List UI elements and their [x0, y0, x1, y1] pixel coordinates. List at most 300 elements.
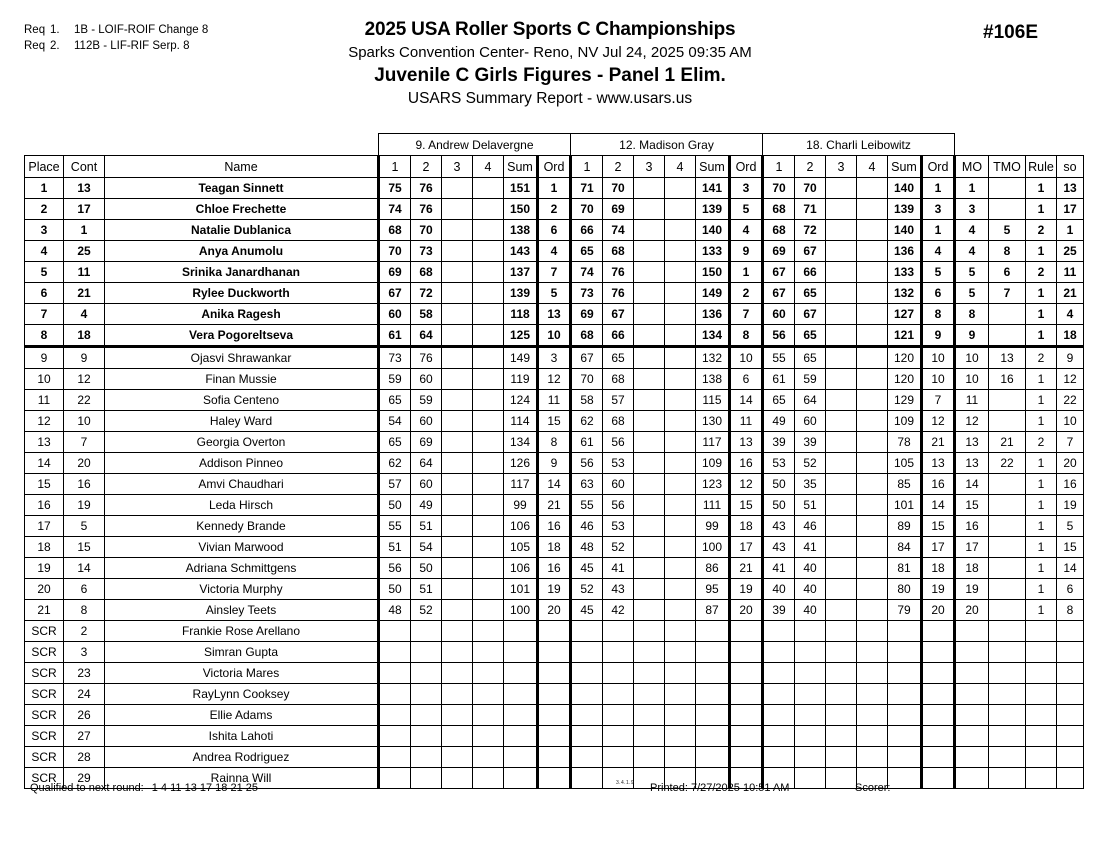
cell-j3-f3	[826, 304, 857, 325]
table-row[interactable]	[25, 579, 1084, 600]
cell-j1-f1	[379, 705, 411, 726]
cell-j2-f2: 67	[603, 304, 634, 325]
cell-j3-sum: 80	[888, 579, 922, 600]
cell-j1-f4	[473, 369, 504, 390]
cell-cont: 3	[64, 642, 105, 663]
cell-j1-sum: 151	[504, 178, 538, 199]
cell-j3-f2: 66	[795, 262, 826, 283]
cell-j3-f3	[826, 453, 857, 474]
cell-j3-f4	[857, 537, 888, 558]
cell-j1-f3	[442, 495, 473, 516]
cell-so: 6	[1057, 579, 1084, 600]
judge-row-spacer-cont	[64, 134, 105, 156]
cell-j2-sum: 117	[696, 432, 730, 453]
table-row[interactable]	[25, 390, 1084, 411]
cell-j3-f2: 64	[795, 390, 826, 411]
table-row[interactable]	[25, 262, 1084, 283]
cell-j2-f3	[634, 516, 665, 537]
cell-mo: 11	[955, 390, 989, 411]
cell-j3-f1: 69	[763, 241, 795, 262]
cell-j1-f2: 69	[411, 432, 442, 453]
cell-name: Georgia Overton	[105, 432, 379, 453]
cell-j1-f4	[473, 199, 504, 220]
table-row[interactable]	[25, 474, 1084, 495]
cell-j3-ord: 6	[922, 283, 955, 304]
cell-tmo	[989, 199, 1026, 220]
results-table	[24, 133, 1084, 789]
cell-rule: 1	[1026, 495, 1057, 516]
col-header-j1-sum: Sum	[504, 156, 538, 178]
col-header-j1-f3: 3	[442, 156, 473, 178]
cell-name: RayLynn Cooksey	[105, 684, 379, 705]
cell-so: 10	[1057, 411, 1084, 432]
cell-so	[1057, 621, 1084, 642]
table-row[interactable]	[25, 199, 1084, 220]
cell-j2-f2: 70	[603, 178, 634, 199]
cell-so: 4	[1057, 304, 1084, 325]
cell-tmo: 22	[989, 453, 1026, 474]
cell-cont: 24	[64, 684, 105, 705]
cell-j2-sum: 123	[696, 474, 730, 495]
cell-j3-f3	[826, 432, 857, 453]
cell-j1-f2: 76	[411, 178, 442, 199]
cell-j3-f2: 59	[795, 369, 826, 390]
cell-j1-ord	[538, 663, 571, 684]
cell-j2-f4	[665, 747, 696, 768]
cell-j1-f4	[473, 304, 504, 325]
cell-j3-f4	[857, 558, 888, 579]
cell-place: SCR	[25, 768, 64, 789]
cell-j3-f2: 40	[795, 579, 826, 600]
cell-mo: 3	[955, 199, 989, 220]
cell-j1-f1: 48	[379, 600, 411, 621]
cell-j3-sum	[888, 663, 922, 684]
cell-j3-f1	[763, 663, 795, 684]
cell-j3-f2: 40	[795, 558, 826, 579]
cell-j3-ord: 16	[922, 474, 955, 495]
cell-j3-f3	[826, 347, 857, 369]
cell-cont: 18	[64, 325, 105, 347]
cell-cont: 17	[64, 199, 105, 220]
requirement-label-2: Req	[24, 40, 46, 52]
cell-j1-ord: 3	[538, 347, 571, 369]
cell-j3-ord	[922, 621, 955, 642]
table-row[interactable]	[25, 705, 1084, 726]
cell-cont: 14	[64, 558, 105, 579]
cell-name: Rainna Will	[105, 768, 379, 789]
cell-place: SCR	[25, 705, 64, 726]
cell-j2-f3	[634, 241, 665, 262]
cell-j2-ord: 20	[730, 600, 763, 621]
cell-rule: 1	[1026, 199, 1057, 220]
cell-rule: 1	[1026, 304, 1057, 325]
cell-j1-f1	[379, 642, 411, 663]
col-header-rule: Rule	[1026, 156, 1057, 178]
cell-j3-ord: 14	[922, 495, 955, 516]
cell-j2-ord	[730, 621, 763, 642]
cell-j2-f4	[665, 726, 696, 747]
cell-so	[1057, 642, 1084, 663]
table-row[interactable]	[25, 537, 1084, 558]
cell-j1-f4	[473, 390, 504, 411]
cell-j2-f4	[665, 516, 696, 537]
cell-cont: 26	[64, 705, 105, 726]
cell-name: Haley Ward	[105, 411, 379, 432]
cell-tmo	[989, 600, 1026, 621]
cell-j2-f2: 68	[603, 241, 634, 262]
cell-j1-ord	[538, 705, 571, 726]
cell-j3-sum	[888, 726, 922, 747]
cell-mo	[955, 663, 989, 684]
cell-j1-sum: 150	[504, 199, 538, 220]
cell-j3-ord	[922, 642, 955, 663]
cell-cont: 27	[64, 726, 105, 747]
cell-j3-f1	[763, 705, 795, 726]
cell-j2-f3	[634, 579, 665, 600]
cell-j2-f2: 68	[603, 369, 634, 390]
cell-j1-ord: 4	[538, 241, 571, 262]
cell-place: 8	[25, 325, 64, 347]
cell-j1-f1: 62	[379, 453, 411, 474]
cell-j1-f3	[442, 684, 473, 705]
cell-j3-f4	[857, 304, 888, 325]
col-header-mo: MO	[955, 156, 989, 178]
table-row[interactable]	[25, 325, 1084, 347]
cell-rule: 1	[1026, 369, 1057, 390]
cell-j3-f4	[857, 411, 888, 432]
table-row[interactable]	[25, 411, 1084, 432]
cell-j3-sum: 121	[888, 325, 922, 347]
cell-j1-f2: 60	[411, 474, 442, 495]
cell-j3-sum	[888, 705, 922, 726]
cell-rule: 1	[1026, 600, 1057, 621]
cell-j3-f2: 41	[795, 537, 826, 558]
cell-j3-f1: 70	[763, 178, 795, 199]
cell-tmo	[989, 474, 1026, 495]
cell-j1-f1	[379, 621, 411, 642]
cell-j1-f2: 59	[411, 390, 442, 411]
table-row[interactable]	[25, 558, 1084, 579]
cell-so	[1057, 684, 1084, 705]
cell-j1-f4	[473, 642, 504, 663]
col-header-j2-sum: Sum	[696, 156, 730, 178]
cell-j2-f1: 70	[571, 199, 603, 220]
table-row[interactable]	[25, 663, 1084, 684]
cell-j3-ord: 7	[922, 390, 955, 411]
cell-j2-f3	[634, 199, 665, 220]
table-row[interactable]	[25, 304, 1084, 325]
cell-j2-sum: 140	[696, 220, 730, 241]
cell-j3-f4	[857, 347, 888, 369]
cell-j3-ord: 19	[922, 579, 955, 600]
cell-j3-f1	[763, 726, 795, 747]
cell-j1-f1: 68	[379, 220, 411, 241]
cell-j1-f3	[442, 241, 473, 262]
cell-j2-f3	[634, 474, 665, 495]
cell-j1-f1: 67	[379, 283, 411, 304]
cell-name: Vivian Marwood	[105, 537, 379, 558]
cell-j1-f2: 52	[411, 600, 442, 621]
cell-j2-sum	[696, 621, 730, 642]
cell-j1-f2: 54	[411, 537, 442, 558]
cell-mo: 10	[955, 369, 989, 390]
cell-j2-sum: 99	[696, 516, 730, 537]
cell-tmo	[989, 411, 1026, 432]
cell-j1-f2	[411, 642, 442, 663]
cell-j3-f1: 43	[763, 516, 795, 537]
cell-rule	[1026, 621, 1057, 642]
cell-name: Ojasvi Shrawankar	[105, 347, 379, 369]
table-row[interactable]	[25, 220, 1084, 241]
requirement-text-1: 1B - LOIF-ROIF Change 8	[74, 24, 209, 36]
cell-j3-f2: 51	[795, 495, 826, 516]
cell-j2-sum: 115	[696, 390, 730, 411]
cell-j3-f2	[795, 663, 826, 684]
cell-j1-f1	[379, 684, 411, 705]
cell-j3-f3	[826, 325, 857, 347]
cell-j3-f1: 60	[763, 304, 795, 325]
cell-j2-f1: 67	[571, 347, 603, 369]
cell-j3-f4	[857, 178, 888, 199]
cell-j3-f2	[795, 705, 826, 726]
cell-j2-sum	[696, 642, 730, 663]
cell-j2-sum: 109	[696, 453, 730, 474]
col-header-j1-ord: Ord	[538, 156, 571, 178]
table-row[interactable]	[25, 726, 1084, 747]
cell-j3-sum: 105	[888, 453, 922, 474]
cell-j1-f1: 65	[379, 390, 411, 411]
cell-j2-f2: 41	[603, 558, 634, 579]
cell-j2-f1: 68	[571, 325, 603, 347]
cell-so: 7	[1057, 432, 1084, 453]
table-row[interactable]	[25, 283, 1084, 304]
cell-j2-sum	[696, 663, 730, 684]
cell-j3-sum: 129	[888, 390, 922, 411]
cell-j3-sum: 81	[888, 558, 922, 579]
table-row[interactable]	[25, 178, 1084, 199]
cell-j3-f4	[857, 600, 888, 621]
cell-name: Anika Ragesh	[105, 304, 379, 325]
table-row[interactable]	[25, 453, 1084, 474]
cell-place: SCR	[25, 684, 64, 705]
cell-j3-ord: 5	[922, 262, 955, 283]
table-row[interactable]	[25, 684, 1084, 705]
table-row[interactable]	[25, 621, 1084, 642]
cell-j1-f2: 76	[411, 199, 442, 220]
cell-j1-f2: 72	[411, 283, 442, 304]
cell-name: Vera Pogoreltseva	[105, 325, 379, 347]
cell-j3-f2: 65	[795, 347, 826, 369]
cell-cont: 7	[64, 432, 105, 453]
judge-row-spacer-name	[105, 134, 379, 156]
cell-mo: 10	[955, 347, 989, 369]
table-row[interactable]	[25, 369, 1084, 390]
cell-j1-ord: 6	[538, 220, 571, 241]
cell-rule	[1026, 642, 1057, 663]
cell-j3-f1	[763, 684, 795, 705]
printed-timestamp: Printed: 7/27/2025 10:51 AM	[650, 782, 790, 794]
cell-cont: 11	[64, 262, 105, 283]
cell-j2-sum: 100	[696, 537, 730, 558]
cell-j1-ord: 14	[538, 474, 571, 495]
cell-rule	[1026, 663, 1057, 684]
cell-j2-f1: 58	[571, 390, 603, 411]
cell-place: 3	[25, 220, 64, 241]
report-subtitle: USARS Summary Report - www.usars.us	[407, 90, 693, 107]
cell-j2-f2: 56	[603, 495, 634, 516]
cell-j2-f3	[634, 411, 665, 432]
cell-j1-f3	[442, 516, 473, 537]
cell-j3-ord: 1	[922, 178, 955, 199]
col-header-j2-f2: 2	[603, 156, 634, 178]
cell-j2-f1: 66	[571, 220, 603, 241]
requirement-line-1	[24, 22, 208, 38]
cell-j1-ord	[538, 684, 571, 705]
cell-j2-f3	[634, 220, 665, 241]
cell-tmo: 13	[989, 347, 1026, 369]
cell-tmo: 5	[989, 220, 1026, 241]
cell-j3-sum: 133	[888, 262, 922, 283]
cell-j3-f1: 41	[763, 558, 795, 579]
cell-j3-sum: 132	[888, 283, 922, 304]
venue-and-datetime: Sparks Convention Center- Reno, NV Jul 24, 2025 09:35 AM	[348, 44, 752, 61]
table-row[interactable]	[25, 516, 1084, 537]
table-row[interactable]	[25, 495, 1084, 516]
cell-mo	[955, 642, 989, 663]
table-row[interactable]	[25, 347, 1084, 369]
cell-j1-f3	[442, 747, 473, 768]
cell-name: Chloe Frechette	[105, 199, 379, 220]
cell-j3-ord: 20	[922, 600, 955, 621]
cell-j1-ord: 11	[538, 390, 571, 411]
cell-cont: 6	[64, 579, 105, 600]
cell-tmo: 7	[989, 283, 1026, 304]
cell-j2-f1: 73	[571, 283, 603, 304]
cell-j1-f4	[473, 621, 504, 642]
cell-cont: 23	[64, 663, 105, 684]
cell-j2-f1: 45	[571, 600, 603, 621]
cell-j1-f4	[473, 726, 504, 747]
cell-j2-f4	[665, 411, 696, 432]
cell-j3-f4	[857, 642, 888, 663]
cell-j3-ord: 8	[922, 304, 955, 325]
cell-j2-f4	[665, 705, 696, 726]
cell-j3-ord: 21	[922, 432, 955, 453]
cell-mo: 5	[955, 262, 989, 283]
cell-j1-ord: 12	[538, 369, 571, 390]
cell-cont: 29	[64, 768, 105, 789]
table-row[interactable]	[25, 432, 1084, 453]
cell-j1-sum: 139	[504, 283, 538, 304]
cell-name: Amvi Chaudhari	[105, 474, 379, 495]
table-row[interactable]	[25, 642, 1084, 663]
cell-place: SCR	[25, 621, 64, 642]
cell-j3-f2	[795, 684, 826, 705]
cell-j1-f4	[473, 325, 504, 347]
cell-tmo	[989, 495, 1026, 516]
cell-j3-f3	[826, 283, 857, 304]
col-header-place: Place	[25, 156, 64, 178]
cell-cont: 16	[64, 474, 105, 495]
cell-j2-f3	[634, 347, 665, 369]
qualified-label: Qualified to next round:	[30, 782, 144, 794]
cell-mo	[955, 621, 989, 642]
cell-j1-f2	[411, 621, 442, 642]
cell-j3-f2: 70	[795, 178, 826, 199]
cell-j2-f1: 70	[571, 369, 603, 390]
cell-j2-f2: 52	[603, 537, 634, 558]
cell-j2-sum: 150	[696, 262, 730, 283]
cell-so: 8	[1057, 600, 1084, 621]
cell-j3-f3	[826, 220, 857, 241]
cell-j2-sum: 141	[696, 178, 730, 199]
table-row[interactable]	[25, 241, 1084, 262]
cell-j2-f4	[665, 579, 696, 600]
cell-cont: 19	[64, 495, 105, 516]
cell-j1-f3	[442, 726, 473, 747]
cell-j1-sum: 143	[504, 241, 538, 262]
cell-j1-f1	[379, 726, 411, 747]
cell-mo: 9	[955, 325, 989, 347]
cell-j2-f2: 57	[603, 390, 634, 411]
cell-j2-f4	[665, 600, 696, 621]
cell-j3-f2: 67	[795, 241, 826, 262]
cell-j3-f4	[857, 621, 888, 642]
cell-cont: 25	[64, 241, 105, 262]
cell-j2-f2	[603, 684, 634, 705]
cell-j1-f2: 64	[411, 325, 442, 347]
cell-j2-f1: 74	[571, 262, 603, 283]
table-row[interactable]	[25, 600, 1084, 621]
cell-j1-f3	[442, 579, 473, 600]
cell-j2-ord: 21	[730, 558, 763, 579]
cell-j2-f3	[634, 432, 665, 453]
cell-j1-ord	[538, 747, 571, 768]
cell-j3-f3	[826, 199, 857, 220]
cell-j3-f1: 61	[763, 369, 795, 390]
cell-j1-f3	[442, 325, 473, 347]
cell-so: 14	[1057, 558, 1084, 579]
cell-j2-f3	[634, 621, 665, 642]
cell-j3-f2: 35	[795, 474, 826, 495]
cell-j2-f2: 69	[603, 199, 634, 220]
cell-j3-f1: 53	[763, 453, 795, 474]
cell-j3-sum: 140	[888, 220, 922, 241]
cell-place: SCR	[25, 747, 64, 768]
cell-j1-f2: 64	[411, 453, 442, 474]
cell-j3-f3	[826, 474, 857, 495]
cell-j1-f3	[442, 220, 473, 241]
cell-j3-f3	[826, 558, 857, 579]
table-row[interactable]	[25, 747, 1084, 768]
cell-j1-f1: 56	[379, 558, 411, 579]
cell-mo	[955, 726, 989, 747]
cell-j1-f3	[442, 537, 473, 558]
cell-j2-f1	[571, 747, 603, 768]
cell-j2-ord	[730, 642, 763, 663]
cell-name: Ishita Lahoti	[105, 726, 379, 747]
cell-j1-sum: 100	[504, 600, 538, 621]
cell-j3-f4	[857, 369, 888, 390]
cell-j1-sum	[504, 642, 538, 663]
col-header-so: so	[1057, 156, 1084, 178]
col-header-j3-f1: 1	[763, 156, 795, 178]
cell-j2-ord	[730, 747, 763, 768]
cell-j1-f1: 54	[379, 411, 411, 432]
cell-j3-f2: 67	[795, 304, 826, 325]
cell-j2-ord: 5	[730, 199, 763, 220]
col-header-j1-f4: 4	[473, 156, 504, 178]
